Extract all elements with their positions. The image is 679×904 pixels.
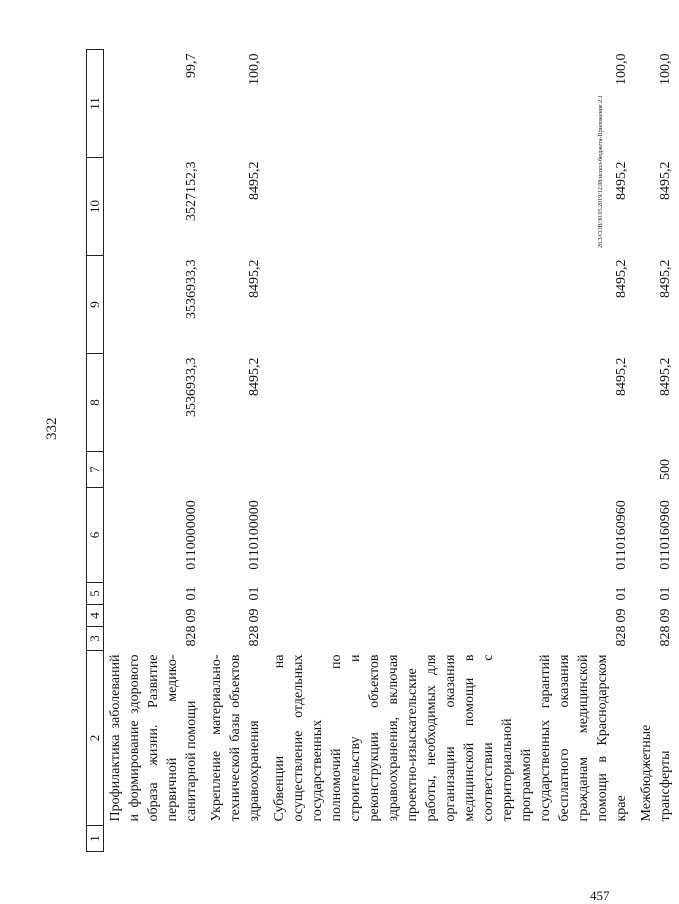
row-number-cell	[635, 826, 679, 852]
header-cell: 4	[87, 605, 104, 627]
amount-col8-cell: 8495,2	[614, 357, 629, 396]
header-row	[87, 50, 104, 852]
table-row	[635, 50, 679, 852]
table-row	[268, 50, 635, 852]
amount-col8-cell: 8495,2	[247, 357, 262, 396]
header-cell: 2	[87, 651, 104, 826]
section-code-cell: 09	[184, 608, 199, 623]
percent-col11-cell: 99,7	[184, 53, 199, 78]
amount-col10-cell: 3527152,3	[184, 161, 199, 221]
amount-col10-cell: 8495,2	[247, 161, 262, 200]
table-row	[104, 50, 206, 852]
expense-type-cell	[205, 452, 268, 488]
row-name-cell: Профилактика заболеваний и формирование здорового образа жизни. Развитие первичной медико-санитарной помощи	[108, 654, 199, 822]
amount-col9-cell: 8495,2	[614, 259, 629, 298]
expense-type-cell: 500	[658, 459, 673, 480]
amount-col9-cell: 3536933,3	[184, 259, 199, 319]
section-code-cell: 09	[614, 608, 629, 623]
target-article-cell: 0110000000	[184, 500, 199, 570]
expense-type-cell	[104, 452, 206, 488]
subsection-code-cell: 01	[658, 586, 673, 601]
sheet-number: 457	[590, 888, 610, 903]
budget-table	[86, 49, 679, 852]
amount-col8-cell: 3536933,3	[184, 357, 199, 417]
footer-note: 20.3/СОВ/30.05.2019/12.08/испол-бюджета-Приложение 2.1	[598, 95, 604, 248]
row-number-cell	[268, 826, 635, 852]
header-cell: 5	[87, 583, 104, 605]
table-row	[205, 50, 268, 852]
amount-col10-cell: 8495,2	[658, 161, 673, 200]
header-cell: 7	[87, 452, 104, 488]
header-cell: 11	[87, 50, 104, 158]
target-article-cell: 0110160960	[658, 500, 673, 570]
section-code-cell: 09	[247, 608, 262, 623]
percent-col11-cell: 100,0	[247, 53, 262, 85]
header-cell: 9	[87, 256, 104, 354]
row-name-cell: Субвенции на осуществление отдельных государственных полномочий по строительству и реконструкции объектов здравоохранения, включая проектно-изыскательские работы, необходимых для организации оказания медицинской помощи в соответствии с территориальной программой государственных гарантий бесплатного оказания гражданам медицинской помощи в Краснодарском крае	[272, 654, 629, 822]
section-code-cell: 09	[658, 608, 673, 623]
amount-col9-cell: 8495,2	[247, 259, 262, 298]
target-article-cell: 0110100000	[247, 500, 262, 570]
row-number-cell	[104, 826, 206, 852]
grbs-code-cell: 828	[247, 625, 262, 647]
header-cell: 6	[87, 488, 104, 583]
page-number: 332	[44, 417, 60, 440]
target-article-cell: 0110160960	[614, 500, 629, 570]
row-name-cell: Укрепление материально-технической базы объектов здравоохранения	[209, 654, 262, 822]
row-name-cell: Межбюджетные трансферты	[639, 724, 673, 822]
percent-col11-cell: 100,0	[658, 53, 673, 85]
subsection-code-cell: 01	[184, 586, 199, 601]
grbs-code-cell: 828	[658, 625, 673, 647]
header-cell: 10	[87, 158, 104, 256]
header-cell: 3	[87, 627, 104, 651]
subsection-code-cell: 01	[247, 586, 262, 601]
header-cell: 1	[87, 826, 104, 852]
amount-col8-cell: 8495,2	[658, 357, 673, 396]
grbs-code-cell: 828	[184, 625, 199, 647]
header-cell: 8	[87, 354, 104, 452]
amount-col10-cell: 8495,2	[614, 161, 629, 200]
percent-col11-cell: 100,0	[614, 53, 629, 85]
amount-col9-cell: 8495,2	[658, 259, 673, 298]
expense-type-cell	[268, 452, 635, 488]
subsection-code-cell: 01	[614, 586, 629, 601]
row-number-cell	[205, 826, 268, 852]
grbs-code-cell: 828	[614, 625, 629, 647]
